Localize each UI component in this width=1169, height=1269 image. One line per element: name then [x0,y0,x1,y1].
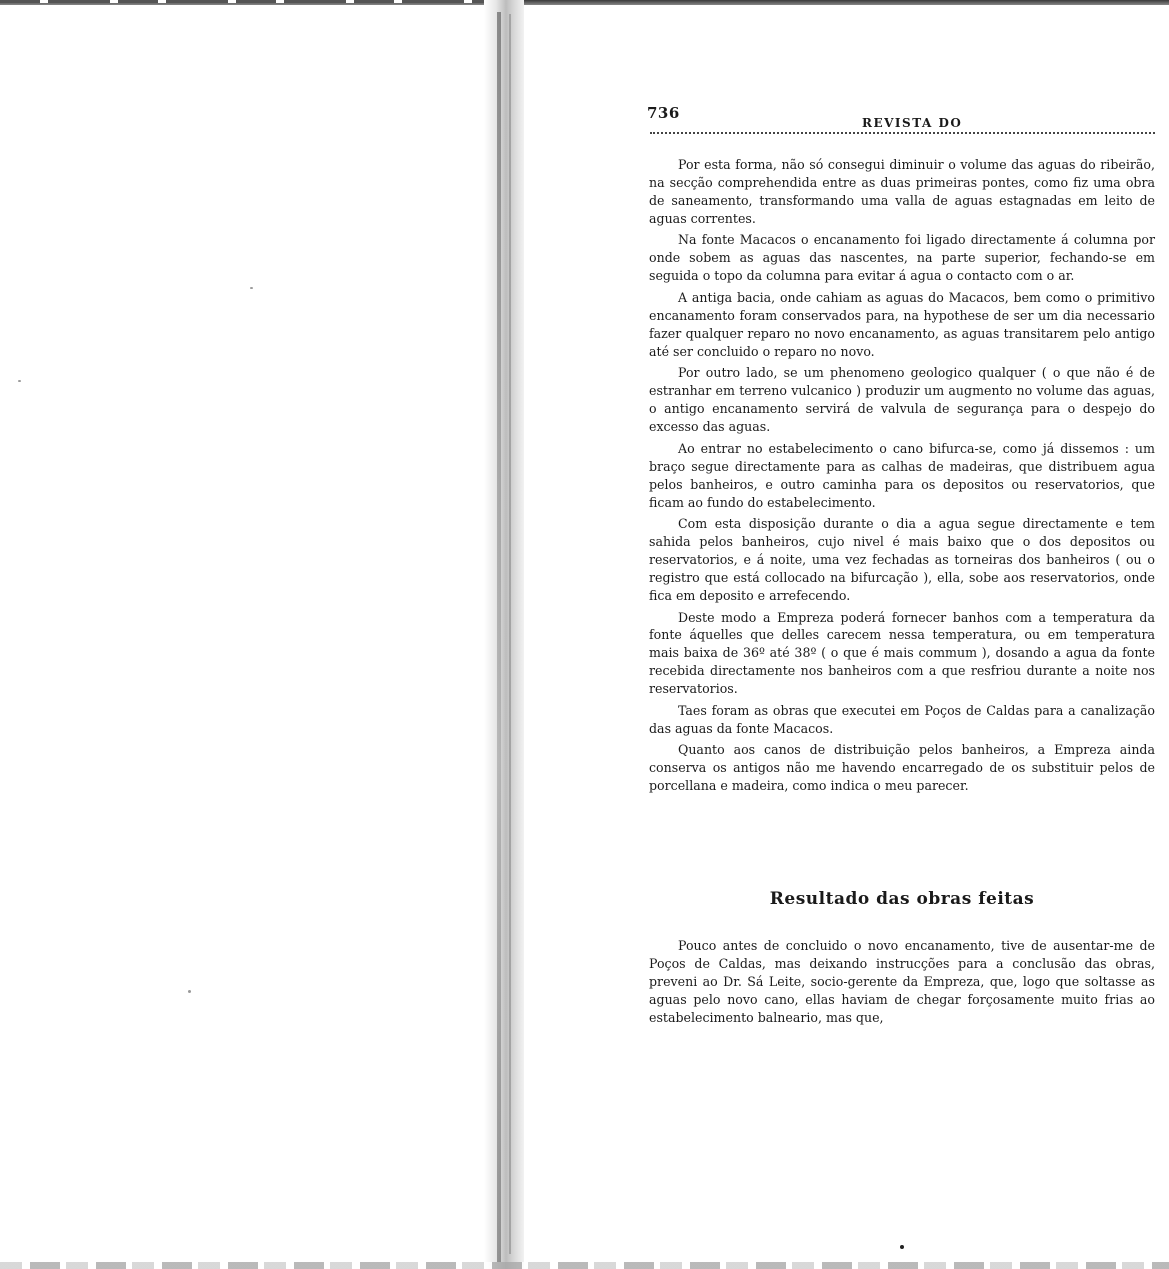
scan-mark [900,1245,904,1249]
scan-speck [250,287,253,289]
page-number: 736 [647,104,680,122]
paragraph: Quanto aos canos de distribuição pelos banheiros, a Empreza ainda conserva os antigos não me havendo encarregado de os substituir pelos de porcellana e madeira, como indica o meu parecer. [649,742,1155,794]
scan-speck [18,380,21,382]
paragraph: Ao entrar no estabelecimento o cano bifurca-se, como já dissemos : um braço segue directamente para as calhas de madeiras, que distribuem agua pelos banheiros, e outro caminha para os depositos ou reservatorios, que ficam ao fundo do estabelecimento. [649,440,1155,510]
section-heading: Resultado das obras feitas [769,889,1035,909]
gutter-edge-line [509,14,511,1254]
gutter-shadow-line [497,12,501,1262]
paragraph: Pouco antes de concluido o novo encanamento, tive de ausentar-me de Poços de Caldas, mas deixando instrucções para a conclusão das obras, preveni ao Dr. Sá Leite, socio-gerente da Empreza, que, logo que soltasse as aguas pelo novo cano, ellas haviam de chegar forçosamente muito frias ao estabelecimento balneario, mas que, [649,938,1155,1025]
section-body-text [649,937,1155,1030]
top-scan-border-left [0,0,490,3]
paragraph: Com esta disposição durante o dia a agua segue directamente e tem sahida pelos banheiros, cujo nivel é mais baixo que o dos depositos ou reservatorios, e á noite, uma vez fechadas as torneiras dos banheiros ( ou o registro que está collocado na bifurcação ), ella, sobe aos reservatorios, onde fica em deposito e arrefecendo. [649,516,1155,603]
bottom-scan-border [0,1262,1169,1269]
paragraph: Deste modo a Empreza poderá fornecer banhos com a temperatura da fonte áquelles que delles carecem nessa temperatura, ou em temperatura mais baixa de 36º até 38º ( o que é mais commum ), dosando a agua da fonte recebida directamente nos banheiros com a que resfriou durante a noite nos reservatorios. [649,609,1155,697]
header-rule [650,132,1155,134]
book-gutter [484,0,524,1269]
paragraph: Taes foram as obras que executei em Poços de Caldas para a canalização das aguas da fonte Macacos. [649,702,1155,736]
scan-speck [188,990,191,993]
running-head: REVISTA DO [862,116,963,130]
paragraph: Por esta forma, não só consegui diminuir o volume das aguas do ribeirão, na secção comprehendida entre as duas primeiras pontes, como fiz uma obra de saneamento, transformando uma valla de aguas estagnadas em leito de aguas correntes. [649,157,1155,226]
body-text [649,156,1155,799]
paragraph: Na fonte Macacos o encanamento foi ligado directamente á columna por onde sobem as aguas das nascentes, na parte superior, fechando-se em seguida o topo da columna para evitar á agua o contacto com o ar. [649,232,1155,284]
paragraph: A antiga bacia, onde cahiam as aguas do Macacos, bem como o primitivo encanamento foram conservados para, na hypothese de ser um dia necessario fazer qualquer reparo no novo encanamento, as aguas transitarem pelo antigo até ser concluido o reparo no novo. [649,289,1155,359]
paragraph: Por outro lado, se um phenomeno geologico qualquer ( o que não é de estranhar em terreno vulcanico ) produzir um augmento no volume das aguas, o antigo encanamento servirá de valvula de segurança para o despejo do excesso das aguas. [649,365,1155,435]
